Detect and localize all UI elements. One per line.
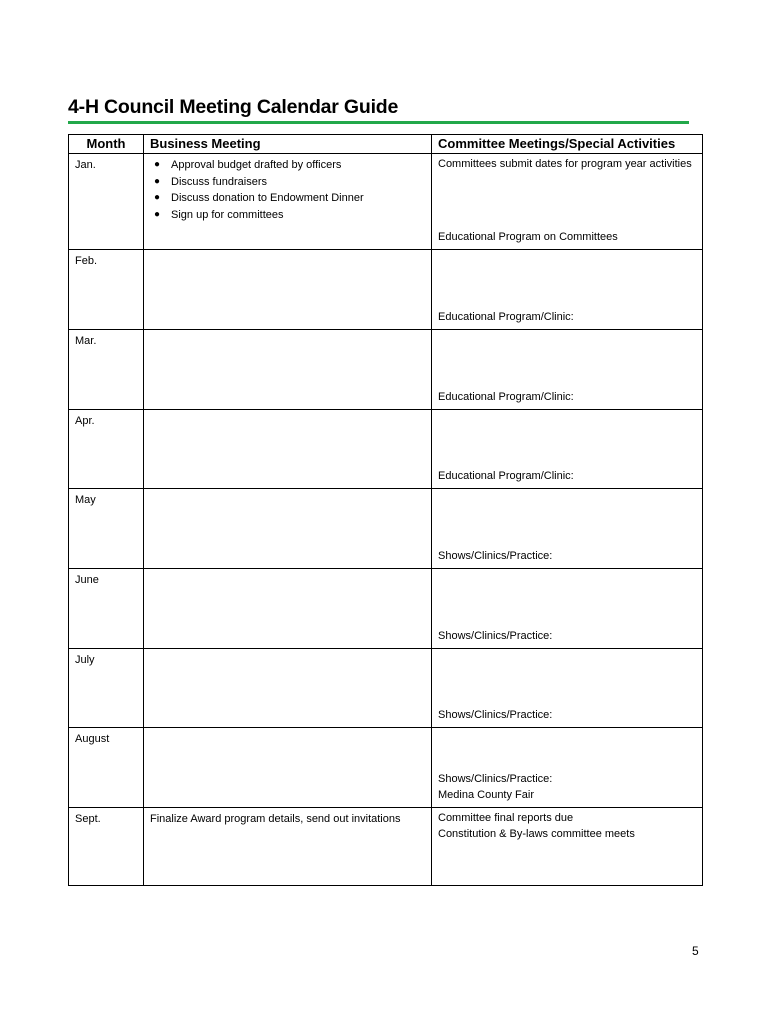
bullet-icon: ● [154, 192, 161, 203]
header-business-meeting: Business Meeting [144, 135, 432, 154]
business-item-text: Approval budget drafted by officers [171, 159, 342, 171]
committee-activities-cell [432, 154, 703, 250]
list-item [150, 207, 425, 224]
bullet-icon: ● [154, 159, 161, 170]
month-cell: July [69, 649, 144, 728]
committee-activity-label: Educational Program/Clinic: [438, 311, 574, 323]
committee-activity-label: Shows/Clinics/Practice: [438, 709, 553, 721]
business-item-text: Discuss fundraisers [171, 175, 267, 188]
list-item [150, 157, 425, 174]
business-meeting-cell [144, 330, 432, 410]
month-cell: Jan. [69, 154, 144, 250]
committee-activities-cell [432, 250, 703, 330]
committee-activity-label: Shows/Clinics/Practice: [438, 550, 553, 562]
header-month: Month [69, 135, 144, 154]
document-title: 4-H Council Meeting Calendar Guide [68, 96, 399, 118]
month-cell: Mar. [69, 330, 144, 410]
month-cell: June [69, 569, 144, 649]
business-meeting-cell [144, 250, 432, 330]
business-meeting-cell [144, 410, 432, 489]
committee-activity-label: Educational Program on Committees [438, 231, 618, 243]
page-number: 5 [692, 944, 699, 958]
month-cell: Feb. [69, 250, 144, 330]
committee-note: Committees submit dates for program year activities [438, 158, 692, 170]
list-item [150, 190, 425, 207]
committee-activities-cell [432, 489, 703, 569]
table-row [69, 410, 703, 489]
table-row [69, 330, 703, 410]
page-top-edge [0, 0, 770, 4]
table-row [69, 489, 703, 569]
business-meeting-cell [144, 649, 432, 728]
month-cell: August [69, 728, 144, 808]
committee-activities-cell [432, 569, 703, 649]
committee-activity-label: Shows/Clinics/Practice: [438, 630, 553, 642]
title-underline-rule [68, 121, 689, 124]
business-meeting-cell [144, 808, 432, 886]
table-row [69, 649, 703, 728]
business-item-list [150, 157, 425, 223]
business-item-text: Sign up for committees [171, 208, 284, 221]
committee-activity-label: Educational Program/Clinic: [438, 391, 574, 403]
meeting-calendar-table [68, 134, 703, 886]
committee-activity-label: Medina County Fair [438, 789, 534, 801]
month-cell: May [69, 489, 144, 569]
committee-activity-label: Educational Program/Clinic: [438, 470, 574, 482]
list-item [150, 174, 425, 191]
bullet-icon: ● [154, 208, 161, 220]
committee-activities-cell [432, 330, 703, 410]
table-body [69, 154, 703, 886]
table-row [69, 154, 703, 250]
business-meeting-cell [144, 728, 432, 808]
business-note: Finalize Award program details, send out invitations [150, 813, 401, 825]
table-row [69, 250, 703, 330]
business-meeting-cell [144, 569, 432, 649]
table-row [69, 569, 703, 649]
committee-activities-cell [432, 410, 703, 489]
table-row [69, 808, 703, 886]
table-row [69, 728, 703, 808]
bullet-icon: ● [154, 175, 161, 187]
business-meeting-cell [144, 489, 432, 569]
header-committee-activities: Committee Meetings/Special Activities [432, 135, 703, 154]
month-cell: Apr. [69, 410, 144, 489]
committee-note: Constitution & By-laws committee meets [438, 828, 635, 840]
committee-activities-cell [432, 649, 703, 728]
committee-note: Committee final reports due [438, 812, 574, 824]
month-cell: Sept. [69, 808, 144, 886]
committee-activities-cell [432, 728, 703, 808]
committee-activities-cell [432, 808, 703, 886]
committee-activity-label: Shows/Clinics/Practice: [438, 773, 553, 785]
business-item-text: Discuss donation to Endowment Dinner [171, 192, 364, 204]
table-header-row [69, 135, 703, 154]
business-meeting-cell [144, 154, 432, 250]
